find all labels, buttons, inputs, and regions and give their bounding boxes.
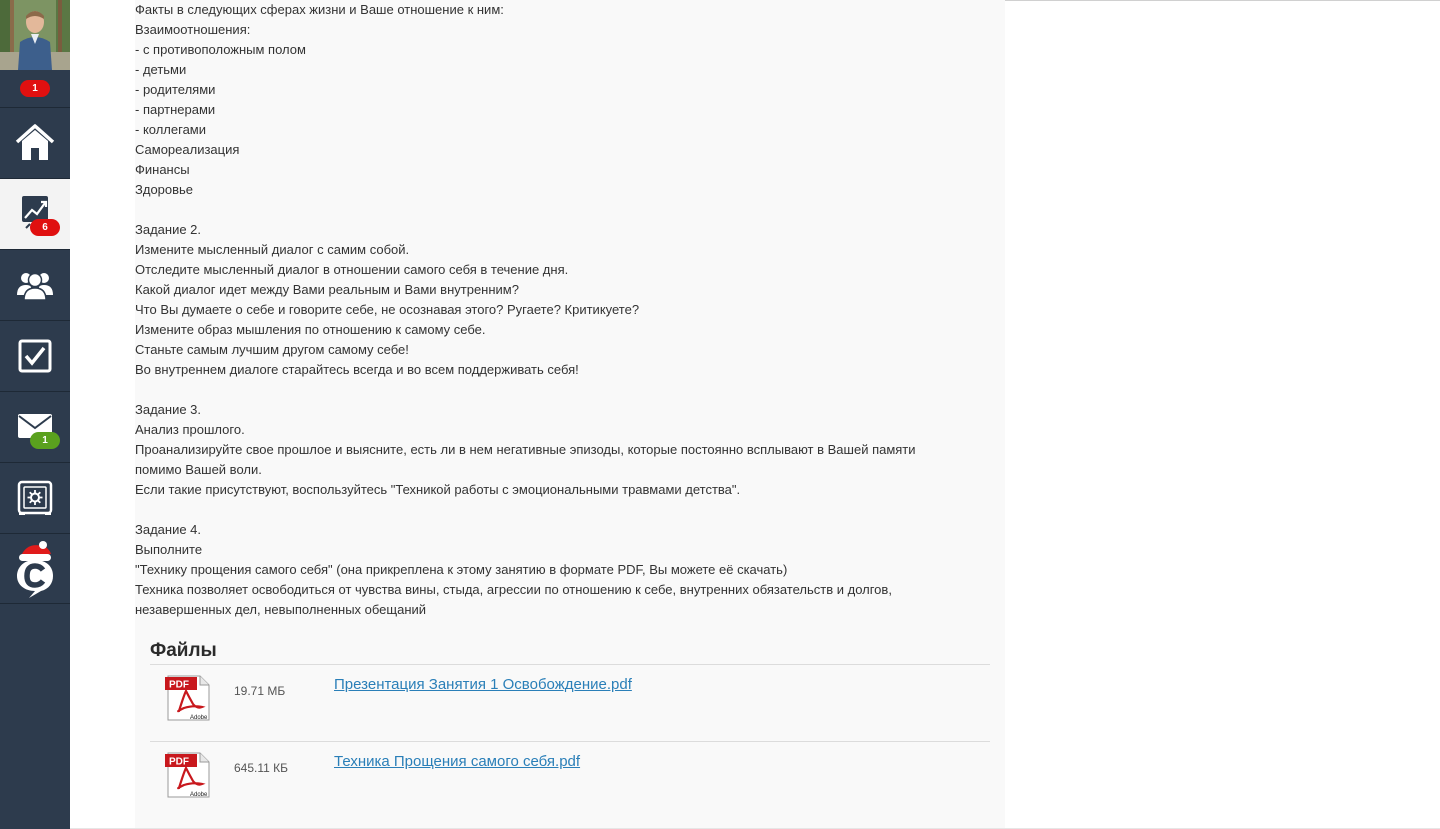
envelope-icon <box>0 392 70 462</box>
safe-settings-icon <box>0 463 70 533</box>
lesson-text-line: Измените мысленный диалог с самим собой. <box>135 242 410 257</box>
file-download-link[interactable]: Презентация Занятия 1 Освобождение.pdf <box>334 676 632 693</box>
pdf-file-icon[interactable] <box>164 675 210 721</box>
sidebar-item-progress[interactable] <box>0 179 70 250</box>
paragraph-spacer <box>135 380 995 400</box>
checkbox-icon <box>0 321 70 391</box>
messages-badge: 1 <box>30 432 60 449</box>
pdf-icon-label: PDF <box>169 756 189 768</box>
header-divider <box>1005 0 1440 1</box>
lesson-text-line: - родителями <box>135 82 216 97</box>
avatar-badge[interactable]: 1 <box>20 80 50 97</box>
lesson-text-line: Какой диалог идет между Вами реальным и Вами внутренним? <box>135 282 519 297</box>
sidebar <box>0 0 70 829</box>
lesson-text-line: Отследите мысленный диалог в отношении самого себя в течение дня. <box>135 262 569 277</box>
lesson-text-line: Во внутреннем диалоге старайтесь всегда и во всем поддерживать себя! <box>135 362 579 377</box>
lesson-text-line: - коллегами <box>135 122 207 137</box>
users-group-icon <box>0 250 70 320</box>
lesson-text-line: Самореализация <box>135 142 240 157</box>
lesson-text-line: Факты в следующих сферах жизни и Ваше отношение к ним: <box>135 2 504 17</box>
lesson-text-line: - партнерами <box>135 102 216 117</box>
lesson-text-line: Задание 4. <box>135 522 202 537</box>
lesson-text <box>135 0 995 620</box>
paragraph-spacer <box>135 500 995 520</box>
lesson-text-line: Задание 3. <box>135 402 202 417</box>
lesson-text-line: - с противоположным полом <box>135 42 306 57</box>
chart-growth-icon <box>0 179 70 249</box>
lesson-text-line: Финансы <box>135 162 190 177</box>
pdf-icon-brand: Adobe <box>190 715 208 721</box>
lesson-text-line: Станьте самым лучшим другом самому себе! <box>135 342 409 357</box>
lesson-text-line: Взаимоотношения: <box>135 22 251 37</box>
lesson-text-line: Задание 2. <box>135 222 202 237</box>
file-row <box>150 665 990 741</box>
lesson-text-line: Проанализируйте свое прошлое и выясните, есть ли в нем негативные эпизоды, которые постоянно всплывают в Вашей памяти <box>135 442 916 457</box>
sidebar-item-settings[interactable] <box>0 463 70 534</box>
pdf-icon-label: PDF <box>169 679 189 691</box>
lesson-text-line: помимо Вашей воли. <box>135 462 262 477</box>
avatar[interactable] <box>0 0 70 70</box>
sidebar-item-home[interactable] <box>0 108 70 179</box>
sidebar-item-tasks[interactable] <box>0 321 70 392</box>
sidebar-item-brand[interactable] <box>0 534 70 604</box>
sidebar-item-messages[interactable] <box>0 392 70 463</box>
lesson-text-line: "Технику прощения самого себя" (она прикреплена к этому занятию в формате PDF, Вы можете её скачать) <box>135 562 788 577</box>
paragraph-spacer <box>135 200 995 220</box>
file-row <box>150 742 990 818</box>
lesson-text-line: Измените образ мышления по отношению к самому себе. <box>135 322 486 337</box>
file-size: 645.11 КБ <box>234 761 289 775</box>
lesson-text-line: Что Вы думаете о себе и говорите себе, не осознавая этого? Ругаете? Критикуете? <box>135 302 640 317</box>
lesson-text-line: - детьми <box>135 62 187 77</box>
lesson-text-line: Техника позволяет освободиться от чувства вины, стыда, агрессии по отношению к себе, внутренних обязательств и долгов, <box>135 582 892 597</box>
file-download-link[interactable]: Техника Прощения самого себя.pdf <box>334 753 581 770</box>
lesson-text-line: Выполните <box>135 542 203 557</box>
pdf-file-icon[interactable] <box>164 752 210 798</box>
pdf-icon-brand: Adobe <box>190 792 208 798</box>
santa-hat-logo-icon <box>0 534 70 604</box>
files-section-title: Файлы <box>150 640 217 661</box>
lesson-text-line: Анализ прошлого. <box>135 422 245 437</box>
lesson-text-line: Если такие присутствуют, воспользуйтесь "Техникой работы с эмоциональными травмами детства". <box>135 482 741 497</box>
home-icon <box>0 108 70 178</box>
avatar-notifications <box>0 70 70 108</box>
lesson-text-line: незавершенных дел, невыполненных обещаний <box>135 602 427 617</box>
sidebar-item-users[interactable] <box>0 250 70 321</box>
progress-badge: 6 <box>30 219 60 236</box>
lesson-text-line: Здоровье <box>135 182 194 197</box>
file-size: 19.71 МБ <box>234 684 286 698</box>
